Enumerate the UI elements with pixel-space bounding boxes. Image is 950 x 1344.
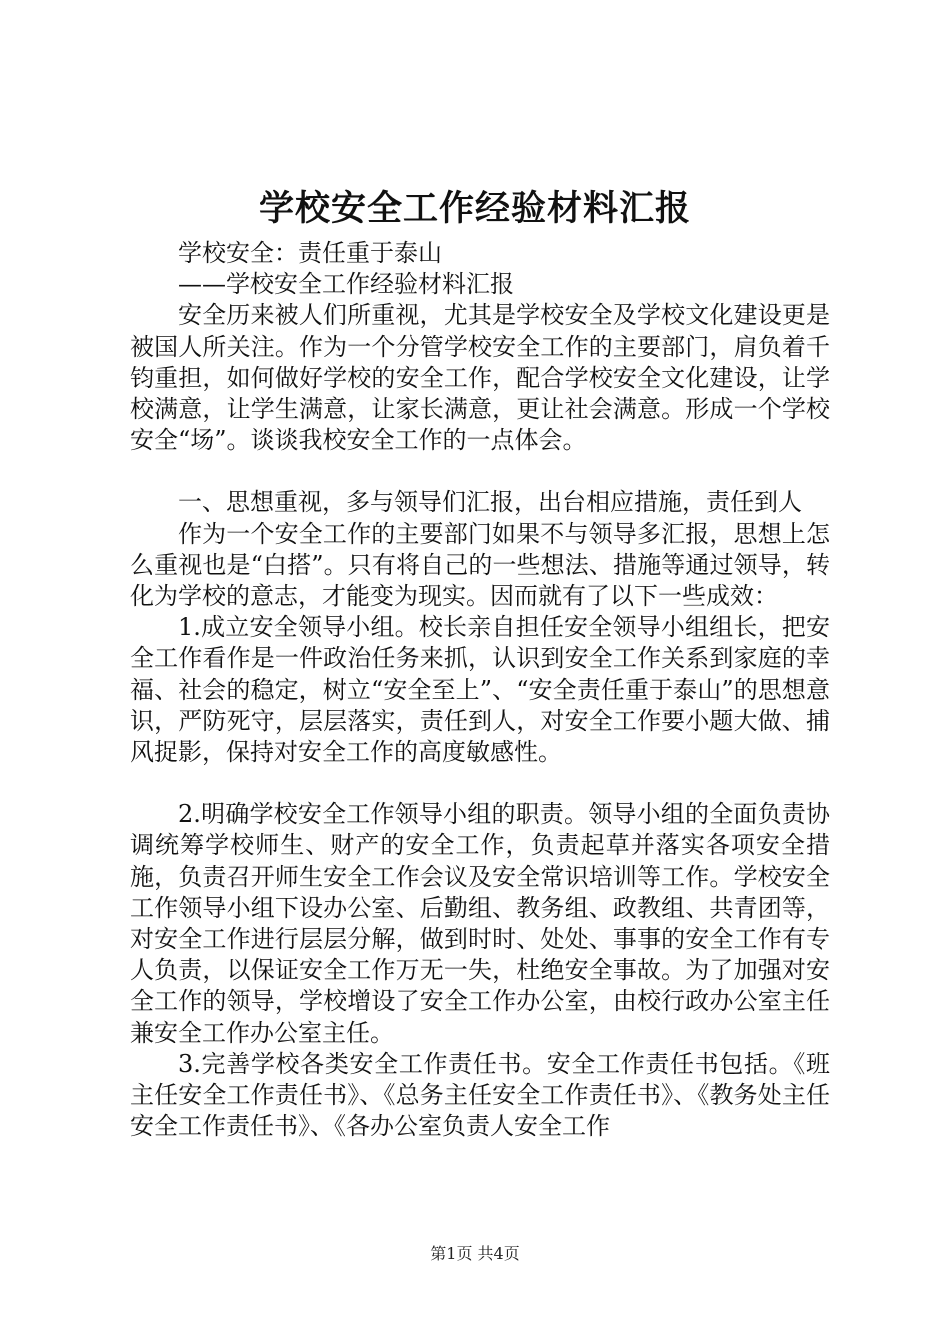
item-paragraph-2: 2.明确学校安全工作领导小组的职责。领导小组的全面负责协调统筹学校师生、财产的安全工作，负责起草并落实各项安全措施，负责召开师生安全工作会议及安全常识培训等工作。学校安全工作领导小组下设办公室、后勤组、教务组、政教组、共青团等，对安全工作进行层层分解，做到时时、处处、事事的安全工作有专人负责，以保证安全工作万无一失，杜绝安全事故。为了加强对安全工作的领导，学校增设了安全工作办公室，由校行政办公室主任兼安全工作办公室主任。: [130, 800, 830, 1047]
section-paragraph: 作为一个安全工作的主要部门如果不与领导多汇报，思想上怎么重视也是“白搭”。只有将自己的一些想法、措施等通过领导，转化为学校的意志，才能变为现实。因而就有了以下一些成效：: [130, 519, 830, 611]
item-paragraph-3: 3.完善学校各类安全工作责任书。安全工作责任书包括。《班主任安全工作责任书》、《总务主任安全工作责任书》、《教务处主任安全工作责任书》、《各办公室负责人安全工作: [130, 1049, 830, 1141]
page-footer: 第1页 共4页: [430, 1244, 520, 1263]
subtitle-dash-line: ——学校安全工作经验材料汇报: [178, 270, 514, 299]
intro-paragraph: 安全历来被人们所重视，尤其是学校安全及学校文化建设更是被国人所关注。作为一个分管学校安全工作的主要部门，肩负着千钧重担，如何做好学校的安全工作，配合学校安全文化建设，让学校满意，让学生满意，让家长满意，更让社会满意。形成一个学校安全“场”。谈谈我校安全工作的一点体会。: [130, 301, 830, 455]
document-body: [130, 238, 830, 1142]
item-paragraph-1: 1.成立安全领导小组。校长亲自担任安全领导小组组长，把安全工作看作是一件政治任务来抓，认识到安全工作关系到家庭的幸福、社会的稳定，树立“安全至上”、“安全责任重于泰山”的思想意识，严防死守，层层落实，责任到人，对安全工作要小题大做、捕风捉影，保持对安全工作的高度敏感性。: [130, 613, 830, 767]
document-title: 学校安全工作经验材料汇报: [258, 188, 691, 229]
section-heading: 一、思想重视，多与领导们汇报，出台相应措施，责任到人: [178, 488, 802, 517]
subtitle-line: 学校安全：责任重于泰山: [178, 239, 442, 267]
